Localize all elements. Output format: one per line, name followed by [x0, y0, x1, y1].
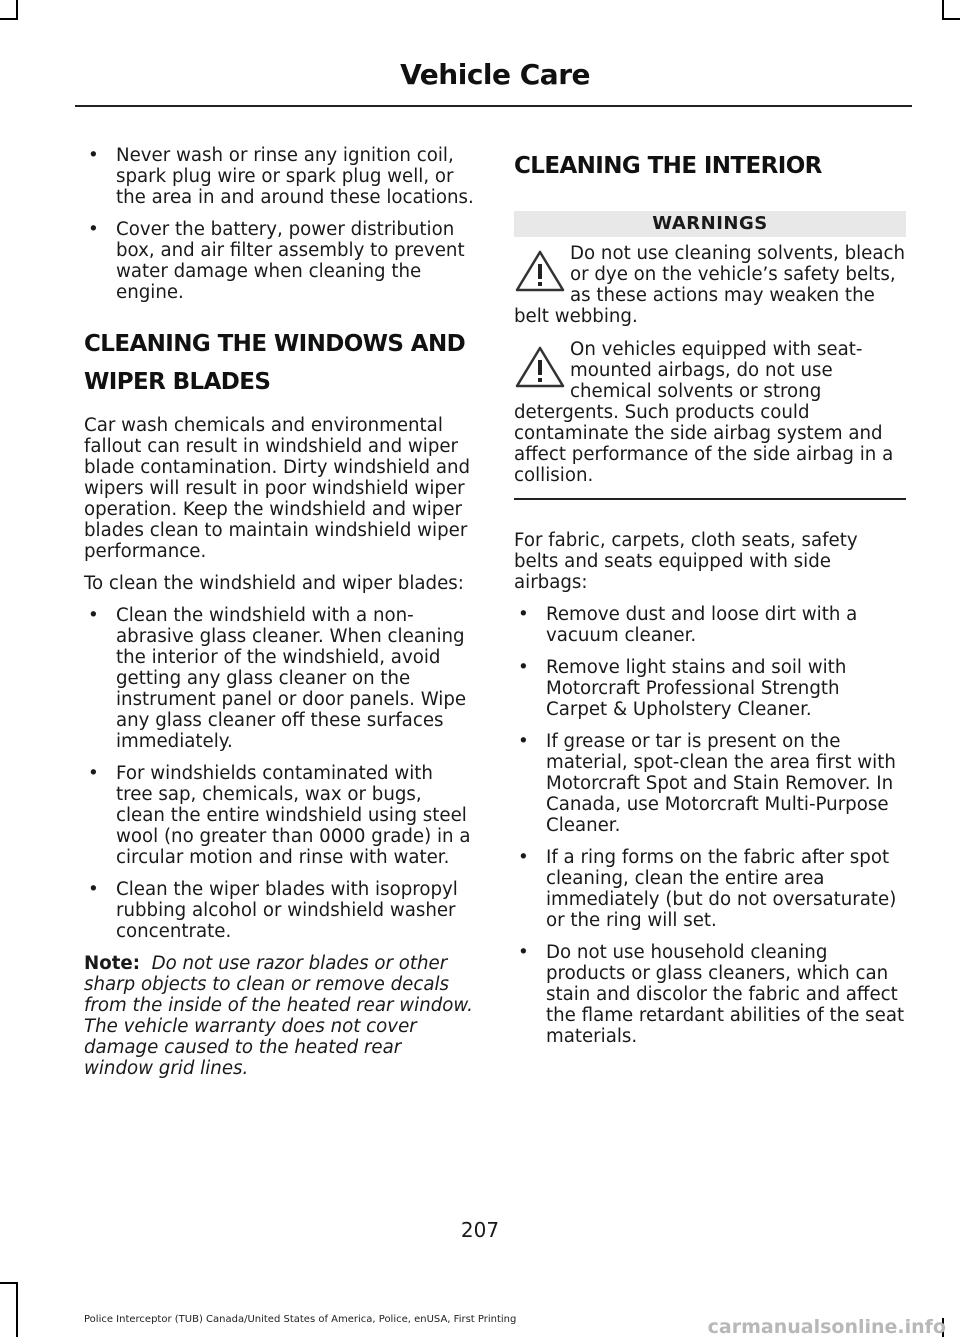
header-rule — [75, 105, 912, 107]
list-item — [84, 879, 474, 942]
bullet-icon: • — [88, 605, 99, 626]
list-item — [84, 763, 474, 868]
section-heading-interior: CLEANING THE INTERIOR — [514, 153, 822, 179]
list-item — [84, 605, 474, 752]
note — [84, 953, 474, 1079]
note-text: Do not use razor blades or other sharp objects to clean or remove decals from the inside of the heated rear window. The vehicle warranty does not cover damage caused to the heated rear window grid lines. — [84, 953, 473, 1079]
list-item-text: If grease or tar is present on the material, spot-clean the area first with Motorcraft Spot and Stain Remover. In Canada, use Motorcraft Multi-Purpose Cleaner. — [546, 731, 896, 836]
note-label: Note: — [84, 953, 141, 974]
paragraph: To clean the windshield and wiper blades: — [84, 573, 464, 594]
bullet-icon: • — [88, 879, 99, 900]
list-item — [84, 145, 474, 208]
list-item-text: Cover the battery, power distribution box, and air filter assembly to prevent water damage when cleaning the engine. — [116, 219, 465, 303]
warning-triangle-icon — [514, 249, 566, 293]
warning-text: On vehicles equipped with seat-mounted airbags, do not use chemical solvents or strong detergents. Such products could contaminate the side airbag system and affect performance of the side airbag in a collision. — [514, 339, 894, 486]
crop-mark-top-left-horizontal — [0, 18, 18, 20]
watermark: carmanualsonline.info — [707, 1316, 946, 1338]
list-item-text: For windshields contaminated with tree sap, chemicals, wax or bugs, clean the entire windshield using steel wool (no greater than 0000 grade) in a circular motion and rinse with water. — [116, 763, 471, 868]
bullet-icon: • — [88, 145, 99, 166]
bullet-icon: • — [518, 847, 529, 868]
list-item — [514, 731, 906, 836]
warning-text: Do not use cleaning solvents, bleach or dye on the vehicle’s safety belts, as these actions may weaken the belt webbing. — [514, 243, 906, 327]
left-column — [84, 145, 474, 1090]
list-item — [84, 219, 474, 303]
list-item-text: Clean the windshield with a non-abrasive glass cleaner. When cleaning the interior of the windshield, avoid getting any glass cleaner on the instrument panel or door panels. Wipe any glass cleaner off these surfaces immediately. — [116, 605, 467, 752]
bullet-icon: • — [518, 731, 529, 752]
warnings-header: WARNINGS — [514, 211, 906, 237]
paragraph: Car wash chemicals and environmental fallout can result in windshield and wiper blade contamination. Dirty windshield and wipers will result in poor windshield wiper operation. Keep the windshield and wiper blades clean to maintain windshield wiper performance. — [84, 415, 471, 562]
paragraph: For fabric, carpets, cloth seats, safety belts and seats equipped with side airbags: — [514, 530, 858, 593]
section-heading-windows — [84, 325, 474, 401]
warning-item — [514, 339, 906, 486]
footer-text: Police Interceptor (TUB) Canada/United States of America, Police, enUSA, First Printing — [84, 1314, 517, 1325]
list-item-text: Never wash or rinse any ignition coil, spark plug wire or spark plug well, or the area in and around these locations. — [116, 145, 474, 208]
crop-mark-top-right-vertical — [942, 0, 944, 20]
list-item-text: Remove light stains and soil with Motorcraft Professional Strength Carpet & Upholstery Cleaner. — [546, 657, 847, 720]
list-item-text: Do not use household cleaning products or glass cleaners, which can stain and discolor the fabric and affect the flame retardant abilities of the seat materials. — [546, 942, 905, 1047]
list-item — [514, 657, 906, 720]
bullet-icon: • — [518, 942, 529, 963]
right-column — [514, 145, 906, 1058]
list-item-text: Clean the wiper blades with isopropyl rubbing alcohol or windshield washer concentrate. — [116, 879, 458, 942]
warnings-divider — [514, 498, 906, 500]
bullet-icon: • — [88, 219, 99, 240]
bullet-icon: • — [88, 763, 99, 784]
crop-mark-bottom-left-horizontal — [0, 1282, 18, 1284]
page-number: 207 — [460, 1218, 500, 1242]
list-item — [514, 942, 906, 1047]
warning-triangle-icon — [514, 345, 566, 389]
list-item — [514, 604, 906, 646]
list-item-text: Remove dust and loose dirt with a vacuum cleaner. — [546, 604, 858, 646]
bullet-icon: • — [518, 604, 529, 625]
list-item-text: If a ring forms on the fabric after spot cleaning, clean the entire area immediately (but do not oversaturate) or the ring will set. — [546, 847, 897, 931]
crop-mark-top-left-vertical — [16, 0, 18, 20]
page-header-title: Vehicle Care — [400, 58, 590, 91]
crop-mark-top-right-horizontal — [942, 18, 960, 20]
warning-item — [514, 243, 906, 327]
heading-line-1: CLEANING THE WINDOWS AND — [84, 331, 466, 357]
bullet-icon: • — [518, 657, 529, 678]
heading-line-2: WIPER BLADES — [84, 369, 271, 395]
crop-mark-bottom-left-vertical — [16, 1282, 18, 1337]
list-item — [514, 847, 906, 931]
